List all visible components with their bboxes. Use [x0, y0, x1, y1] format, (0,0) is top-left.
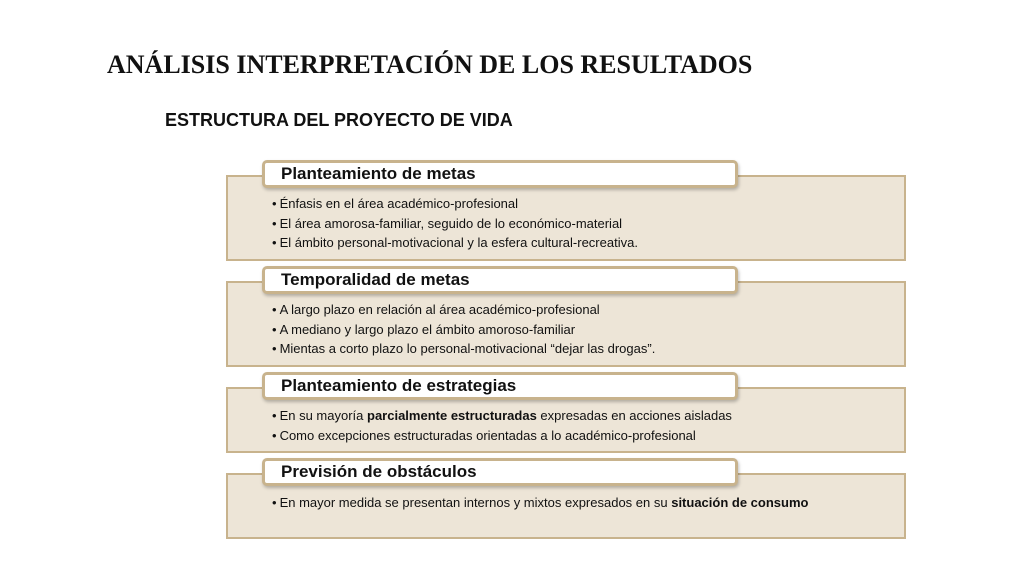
list-item: • El área amorosa-familiar, seguido de lo económico-material — [272, 214, 638, 234]
bullet-list-temporalidad — [272, 300, 655, 359]
section-heading-temporalidad: Temporalidad de metas — [262, 266, 738, 294]
bullet-list-estrategias — [272, 406, 732, 445]
slide-title: ANÁLISIS INTERPRETACIÓN DE LOS RESULTADOS — [107, 50, 753, 79]
list-item: • Mientas a corto plazo lo personal-motivacional “dejar las drogas”. — [272, 339, 655, 359]
list-item: • Como excepciones estructuradas orientadas a lo académico-profesional — [272, 426, 732, 446]
list-item: • Énfasis en el área académico-profesional — [272, 194, 638, 214]
bullet-list-metas — [272, 194, 638, 253]
list-item: • A largo plazo en relación al área académico-profesional — [272, 300, 655, 320]
list-item: • A mediano y largo plazo el ámbito amoroso-familiar — [272, 320, 655, 340]
list-item: • En mayor medida se presentan internos y mixtos expresados en su situación de consumo — [272, 493, 808, 513]
slide-subtitle: ESTRUCTURA DEL PROYECTO DE VIDA — [165, 110, 513, 130]
section-heading-obstaculos: Previsión de obstáculos — [262, 458, 738, 486]
list-item: • En su mayoría parcialmente estructuradas expresadas en acciones aisladas — [272, 406, 732, 426]
section-heading-estrategias: Planteamiento de estrategias — [262, 372, 738, 400]
list-item: • El ámbito personal-motivacional y la esfera cultural-recreativa. — [272, 233, 638, 253]
bullet-list-obstaculos — [272, 493, 808, 513]
section-heading-metas: Planteamiento de metas — [262, 160, 738, 188]
